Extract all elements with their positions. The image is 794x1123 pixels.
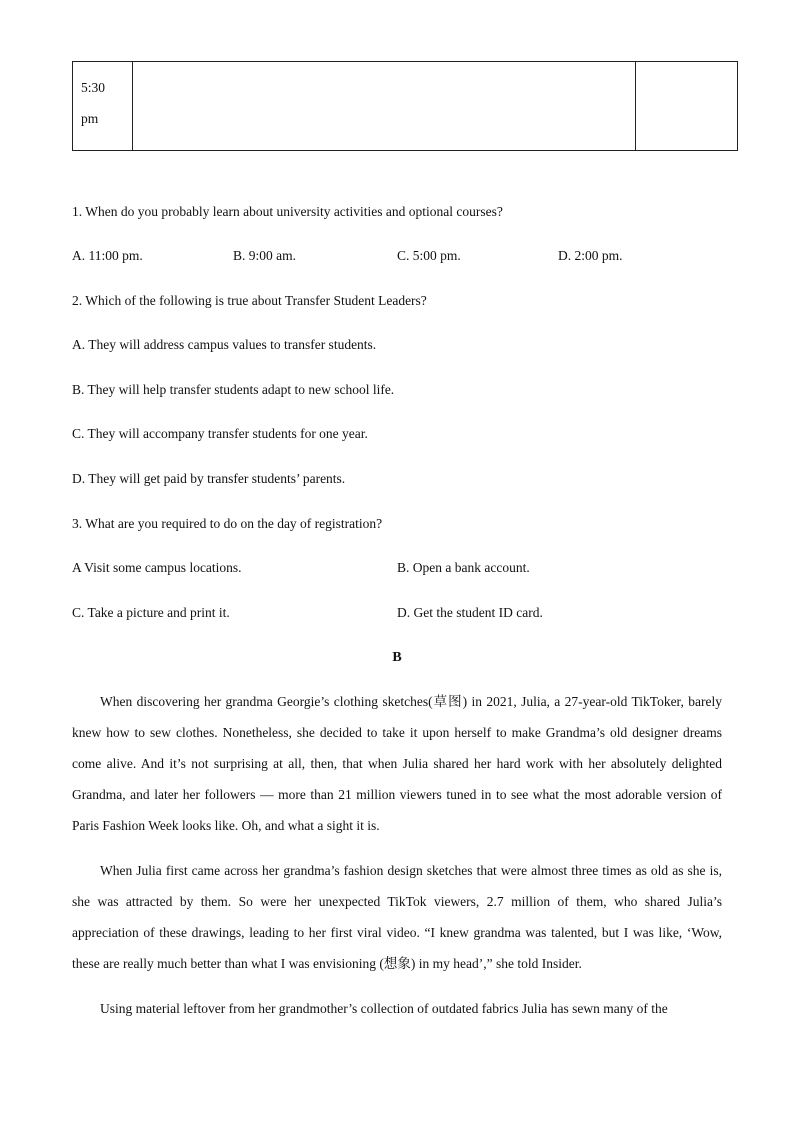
- section-b-title: B: [392, 650, 402, 665]
- q2-option-d: D. They will get paid by transfer students’ parents.: [72, 471, 346, 486]
- q1-option-b: B. 9:00 am.: [233, 248, 296, 263]
- q1-option-c: C. 5:00 pm.: [397, 248, 461, 263]
- question-3: 3. What are you required to do on the day of registration?: [72, 516, 383, 531]
- question-1: 1. When do you probably learn about university activities and optional courses?: [72, 204, 503, 219]
- q3-option-d: D. Get the student ID card.: [397, 605, 543, 620]
- passage-paragraph-2: When Julia first came across her grandma’s fashion design sketches that were almost three times as old as she is, she was attracted by them. So were her unexpected TikTok viewers, 2.7 million of them, who shared Julia’s appreciation of these drawings, leading to her first viral video. “I knew grandma was talented, but I was like, ‘Wow, these are really much better than what I was envisioning (想象) in my head’,” she told Insider.: [72, 863, 722, 971]
- schedule-time-line2: pm: [81, 111, 99, 126]
- q2-option-b: B. They will help transfer students adapt to new school life.: [72, 382, 395, 397]
- question-2: 2. Which of the following is true about Transfer Student Leaders?: [72, 293, 427, 308]
- schedule-time-line1: 5:30: [81, 80, 106, 95]
- passage-paragraph-3: Using material leftover from her grandmother’s collection of outdated fabrics Julia has sewn many of the: [100, 1001, 668, 1016]
- q2-option-c: C. They will accompany transfer students for one year.: [72, 426, 368, 441]
- schedule-table: [72, 61, 738, 151]
- schedule-time-cell: [73, 62, 133, 150]
- q1-option-a: A. 11:00 pm.: [72, 248, 143, 263]
- schedule-location-cell: [636, 62, 737, 150]
- q2-option-a: A. They will address campus values to transfer students.: [72, 337, 377, 352]
- q3-option-c: C. Take a picture and print it.: [72, 605, 230, 620]
- schedule-activity-cell: [133, 62, 636, 150]
- q1-option-d: D. 2:00 pm.: [558, 248, 623, 263]
- q3-option-a: A Visit some campus locations.: [72, 560, 242, 575]
- passage-paragraph-1: When discovering her grandma Georgie’s clothing sketches(草图) in 2021, Julia, a 27-year-old TikToker, barely knew how to sew clothes. Nonetheless, she decided to take it upon herself to make Grandma’s old designer dreams come alive. And it’s not surprising at all, then, that when Julia shared her hard work with her absolutely delighted Grandma, and later her followers — more than 21 million viewers tuned in to see what the most adorable version of Paris Fashion Week looks like. Oh, and what a sight it is.: [72, 694, 722, 833]
- q3-option-b: B. Open a bank account.: [397, 560, 530, 575]
